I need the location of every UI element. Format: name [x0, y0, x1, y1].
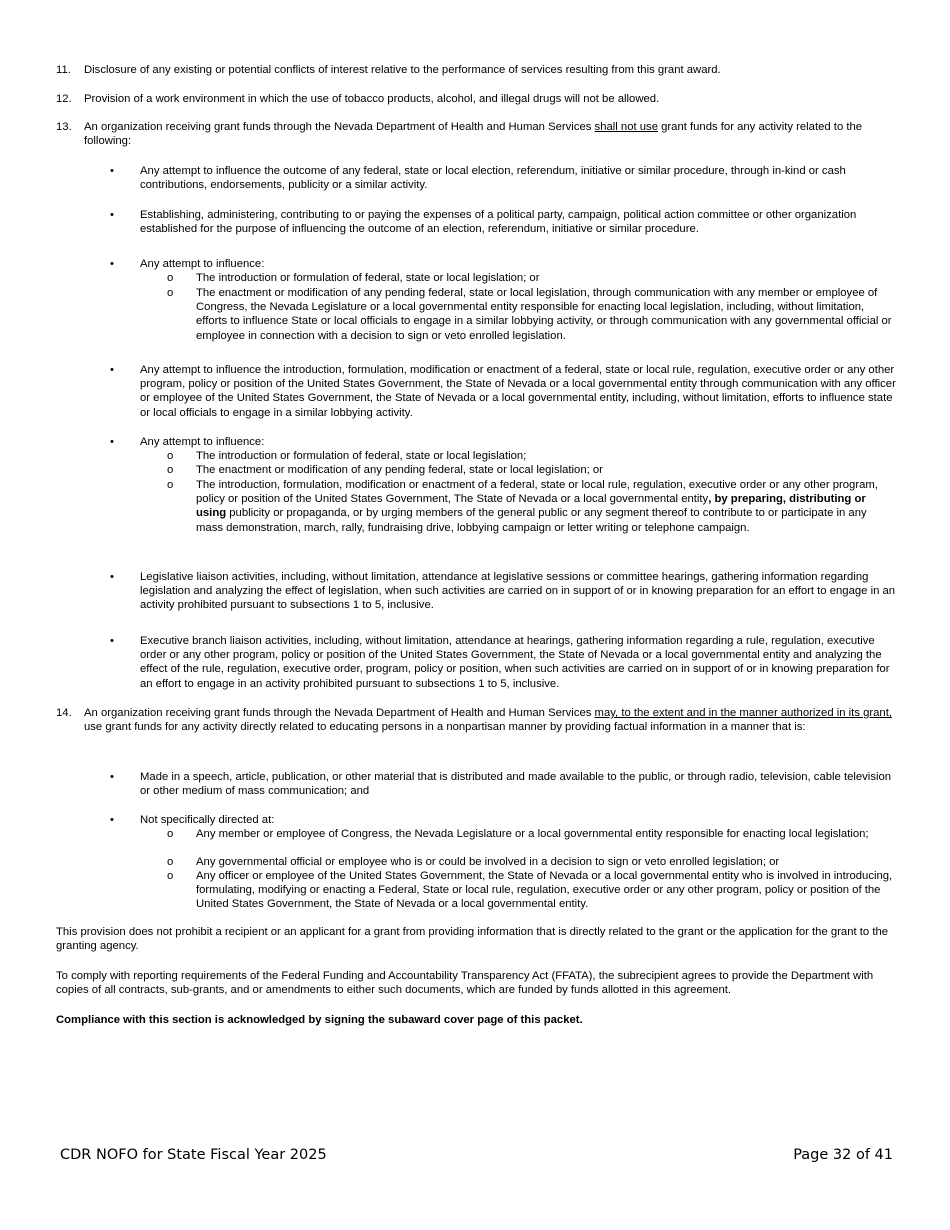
sub-bullet-icon: o — [167, 287, 174, 299]
item-number: 11. — [56, 64, 71, 76]
sub-item-publicity-bold: , by preparing, distributing or using — [196, 493, 866, 520]
bullet-legislative-liaison: Legislative liaison activities, including, without limitation, attendance at legislative sessions or committee hearings, gathering information regarding legislation and analyzing the effect of legislation, when such activities are carried on in support of or in knowing preparation for an effort to engage in an activity prohibited pursuant to subsections 1 to 5, inclusive. — [140, 571, 896, 612]
sub-item-officer-employee: Any officer or employee of the United States Government, the State of Nevada or a local governmental entity who is involved in introducing, formulating, modifying or enacting a Federal, State or local rule, regulation, executive order or any other program, policy or position of the United States Government, the State of Nevada or a local governmental entity. — [196, 870, 893, 911]
bullet-icon: • — [110, 635, 114, 647]
sub-item-enactment: The enactment or modification of any pending federal, state or local legislation; or — [196, 464, 603, 476]
bullet-icon: • — [110, 364, 114, 376]
sub-bullet-icon: o — [167, 479, 174, 491]
bullet-attempt-influence-2: Any attempt to influence: — [140, 436, 265, 448]
provision-paragraph: This provision does not prohibit a recipient or an applicant for a grant from providing information that is directly related to the grant or the application for the grant to the granting agency. — [56, 926, 889, 953]
bullet-mass-communication: Made in a speech, article, publication, or other material that is distributed and made available to the public, or through radio, television, cable television or other medium of mass communication; and — [140, 771, 892, 798]
sub-item-government-official: Any governmental official or employee who is or could be involved in a decision to sign or veto enrolled legislation; or — [196, 856, 780, 868]
bullet-executive-liaison: Executive branch liaison activities, including, without limitation, attendance at hearings, gathering information regarding a rule, regulation, executive order or any other program, policy or position of the United States Government, the State of Nevada or a local governmental entity and analyzing the effect of the rule, regulation, executive order, program, policy or position, when such activities are carried on in support of or in knowing preparation for an effort to engage in an activity prohibited pursuant to subsections 1 to 5, inclusive. — [140, 635, 890, 690]
item-13-pre: An organization receiving grant funds through the Nevada Department of Health and Human Services — [84, 121, 595, 133]
item-14-underlined: may, to the extent and in the manner authorized in its grant, — [594, 707, 892, 719]
item-13-underlined: shall not use — [594, 121, 658, 133]
sub-item-publicity-pre: The introduction, formulation, modification or enactment of a federal, state or local rule, regulation, executive order or any other program, policy or position of the United States Government, The State of Nevada or a local governmental entity — [196, 479, 878, 506]
item-14-pre: An organization receiving grant funds through the Nevada Department of Health and Human Services — [84, 707, 595, 719]
sub-bullet-icon: o — [167, 450, 174, 462]
footer-page-number: Page 32 of 41 — [793, 1147, 893, 1163]
sub-item-publicity-post: publicity or propaganda, or by urging members of the general public or any segment thereof to contribute to or participate in any mass demonstration, march, rally, fundraising drive, lobbying campaign or letter writing or telephone campaign. — [196, 507, 867, 534]
sub-bullet-icon: o — [167, 464, 174, 476]
bullet-not-directed: Not specifically directed at: — [140, 814, 275, 826]
bullet-political-party: Establishing, administering, contributing to or paying the expenses of a political party, campaign, political action committee or other organization established for the purpose of influencing the outcome of an election, referendum, initiative or similar procedure. — [140, 209, 857, 236]
bullet-attempt-influence-1: Any attempt to influence: — [140, 258, 265, 270]
bullet-icon: • — [110, 209, 114, 221]
item-13-text — [84, 120, 896, 148]
footer-title: CDR NOFO for State Fiscal Year 2025 — [60, 1147, 327, 1163]
sub-item-publicity — [196, 478, 896, 535]
item-number: 13. — [56, 121, 72, 133]
bullet-icon: • — [110, 165, 114, 177]
bullet-icon: • — [110, 814, 114, 826]
item-14-post: use grant funds for any activity directly related to educating persons in a nonpartisan manner by providing factual information in a manner that is: — [84, 721, 806, 734]
bullet-icon: • — [110, 436, 114, 448]
sub-bullet-icon: o — [167, 828, 174, 840]
bullet-icon: • — [110, 258, 114, 270]
bullet-icon: • — [110, 571, 114, 583]
sub-item-legislation-formulation: The introduction or formulation of federal, state or local legislation; or — [196, 272, 540, 284]
sub-bullet-icon: o — [167, 272, 174, 284]
sub-item-congress-member: Any member or employee of Congress, the Nevada Legislature or a local governmental entity responsible for enacting local legislation; — [196, 828, 869, 840]
item-12-text: Provision of a work environment in which the use of tobacco products, alcohol, and illegal drugs will not be allowed. — [84, 93, 660, 105]
item-11-text: Disclosure of any existing or potential conflicts of interest relative to the performance of services resulting from this grant award. — [84, 64, 721, 76]
compliance-statement: Compliance with this section is acknowledged by signing the subaward cover page of this packet. — [56, 1014, 583, 1026]
bullet-icon: • — [110, 771, 114, 783]
ffata-paragraph: To comply with reporting requirements of the Federal Funding and Accountability Transparency Act (FFATA), the subrecipient agrees to provide the Department with copies of all contracts, sub-grants, and or amendments to either such documents, which are funded by funds allotted in this agreement. — [56, 970, 874, 997]
sub-bullet-icon: o — [167, 870, 174, 882]
bullet-election-influence: Any attempt to influence the outcome of any federal, state or local election, referendum, initiative or similar procedure, through in-kind or cash contributions, endorsements, publicity or a similar activity. — [140, 165, 846, 192]
sub-bullet-icon: o — [167, 856, 174, 868]
sub-item-legislation-enactment: The enactment or modification of any pending federal, state or local legislation, through communication with any member or employee of Congress, the Nevada Legislature or a local governmental entity responsible for enacting local legislation, including, without limitation, efforts to influence State or local officials to engage in a similar lobbying activity, or through communication with any governmental official or employee in connection with a decision to sign or veto enrolled legislation. — [196, 287, 892, 342]
item-14-text — [84, 706, 896, 734]
item-13-post: grant funds for any activity related to the following: — [84, 121, 863, 148]
sub-item-formulation: The introduction or formulation of federal, state or local legislation; — [196, 450, 527, 462]
bullet-rule-regulation-influence: Any attempt to influence the introduction, formulation, modification or enactment of a federal, state or local rule, regulation, executive order or any other program, policy or position of the United States Government, the State of Nevada or a local governmental entity through communication with any officer or employee of the United States Government, the State of Nevada or a local governmental entity, including, without limitation, efforts to influence state or local officials to engage in a similar lobbying activity. — [140, 364, 896, 419]
item-number: 12. — [56, 93, 72, 105]
item-number: 14. — [56, 707, 72, 719]
